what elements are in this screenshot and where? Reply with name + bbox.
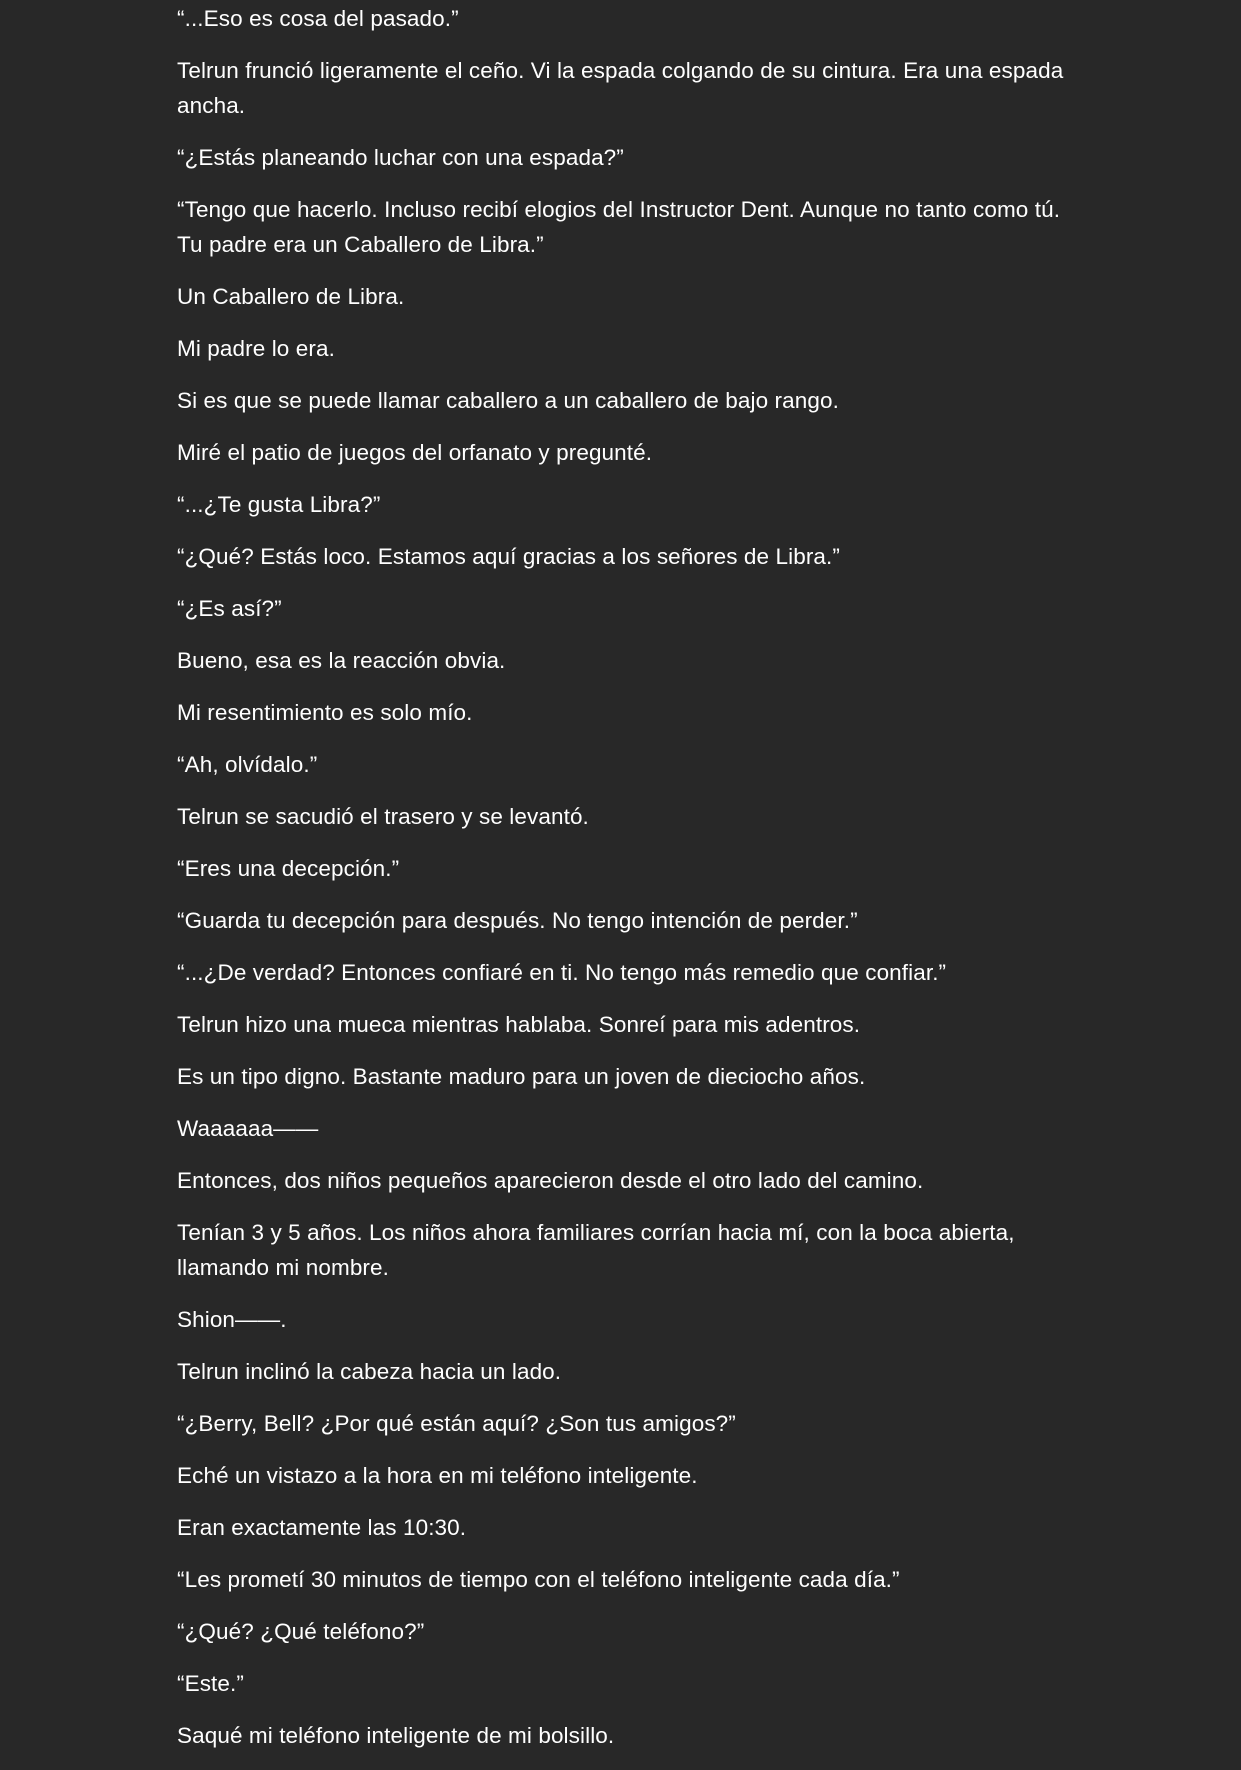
paragraph: Es un tipo digno. Bastante maduro para un joven de dieciocho años. xyxy=(177,1064,866,1089)
paragraph: “¿Qué? Estás loco. Estamos aquí gracias a los señores de Libra.” xyxy=(177,544,840,569)
paragraph: “Eres una decepción.” xyxy=(177,856,400,881)
paragraph: “Este.” xyxy=(177,1671,244,1696)
paragraph: Bueno, esa es la reacción obvia. xyxy=(177,648,506,673)
paragraph: Eché un vistazo a la hora en mi teléfono inteligente. xyxy=(177,1463,698,1488)
paragraph: Mi padre lo era. xyxy=(177,336,335,361)
paragraph: Shion——. xyxy=(177,1307,287,1332)
paragraph: Telrun frunció ligeramente el ceño. Vi la espada colgando de su cintura. Era una espada ancha. xyxy=(177,58,1064,118)
paragraph: Saqué mi teléfono inteligente de mi bolsillo. xyxy=(177,1723,615,1748)
paragraph: Un Caballero de Libra. xyxy=(177,284,405,309)
paragraph: “...Eso es cosa del pasado.” xyxy=(177,6,459,31)
paragraph: Miré el patio de juegos del orfanato y pregunté. xyxy=(177,440,653,465)
paragraph: Telrun se sacudió el trasero y se levantó. xyxy=(177,804,589,829)
paragraph: “¿Qué? ¿Qué teléfono?” xyxy=(177,1619,425,1644)
paragraph: “¿Es así?” xyxy=(177,596,282,621)
paragraph: Tenían 3 y 5 años. Los niños ahora familiares corrían hacia mí, con la boca abierta, llamando mi nombre. xyxy=(177,1220,1015,1280)
paragraph: “¿Berry, Bell? ¿Por qué están aquí? ¿Son tus amigos?” xyxy=(177,1411,736,1436)
chapter-text xyxy=(177,1,1077,1770)
paragraph: “Guarda tu decepción para después. No tengo intención de perder.” xyxy=(177,908,858,933)
paragraph: “Les prometí 30 minutos de tiempo con el teléfono inteligente cada día.” xyxy=(177,1567,900,1592)
paragraph: Waaaaaa—— xyxy=(177,1116,319,1141)
paragraph: “...¿Te gusta Libra?” xyxy=(177,492,381,517)
paragraph: Entonces, dos niños pequeños aparecieron desde el otro lado del camino. xyxy=(177,1168,924,1193)
paragraph: Si es que se puede llamar caballero a un caballero de bajo rango. xyxy=(177,388,839,413)
paragraph: “Tengo que hacerlo. Incluso recibí elogios del Instructor Dent. Aunque no tanto como tú. Tu padre era un Caballero de Libra.” xyxy=(177,197,1061,257)
paragraph: Eran exactamente las 10:30. xyxy=(177,1515,467,1540)
paragraph: “Ah, olvídalo.” xyxy=(177,752,318,777)
paragraph: Telrun inclinó la cabeza hacia un lado. xyxy=(177,1359,562,1384)
paragraph: Mi resentimiento es solo mío. xyxy=(177,700,473,725)
paragraph: Telrun hizo una mueca mientras hablaba. Sonreí para mis adentros. xyxy=(177,1012,861,1037)
paragraph: “...¿De verdad? Entonces confiaré en ti. No tengo más remedio que confiar.” xyxy=(177,960,947,985)
paragraph: “¿Estás planeando luchar con una espada?” xyxy=(177,145,624,170)
